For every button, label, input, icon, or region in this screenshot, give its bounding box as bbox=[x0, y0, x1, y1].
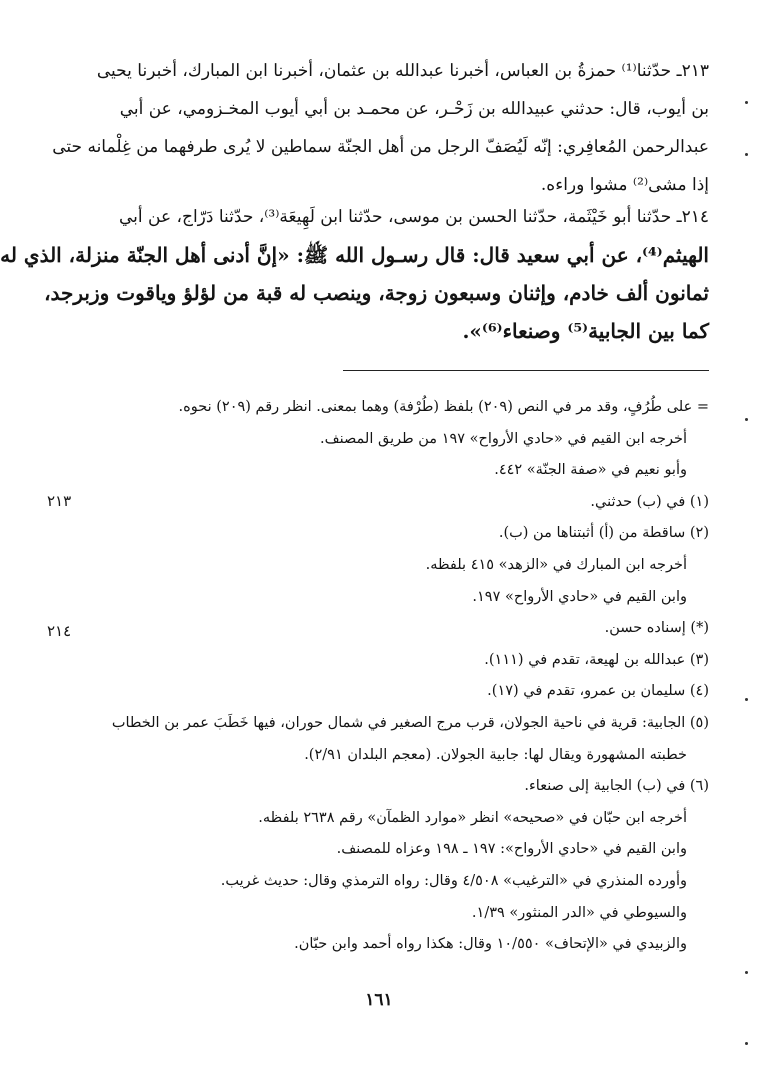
hadith-214-line: الهيثم⁽⁴⁾، عن أبي سعيد قال: قال رسـول الله ﷺ: «إنَّ أدنى أهل الجنّة منزلة، الذي له bbox=[0, 243, 709, 267]
hadith-214-paragraph bbox=[0, 198, 709, 350]
footnote-line: (٤) سليمان بن عمرو، تقدم في (١٧). bbox=[487, 683, 709, 700]
footnote-line: (٥) الجابية: قرية في ناحية الجولان، قرب مرج الصغير في شمال حوران، فيها خَطَبَ عمر بن الخطاب bbox=[111, 714, 709, 731]
hadith-213-line: عبدالرحمن المُعافِري: إنّه لَيُصَفّ الرجل من أهل الجنّة سماطين لا يُرى طرفهما من غِلْمانه حتى bbox=[52, 137, 709, 157]
scan-speck bbox=[745, 153, 748, 156]
scan-speck bbox=[745, 418, 748, 421]
margin-number: ٢١٤ bbox=[47, 622, 72, 640]
footnote-line: وأبو نعيم في «صفة الجنّة» ٤٤٢. bbox=[494, 462, 687, 479]
hadith-214-line: ٢١٤ـ حدّثنا أبو خَيْثَمة، حدّثنا الحسن بن موسى، حدّثنا ابن لَهِيعَة⁽³⁾، حدّثنا دَرّاج، عن أبي bbox=[118, 207, 709, 227]
footnote-line: والسيوطي في «الدر المنثور» ١/٣٩. bbox=[471, 904, 687, 921]
footnote-line: أخرجه ابن القيم في «حادي الأرواح» ١٩٧ من طريق المصنف. bbox=[319, 430, 687, 447]
scan-speck bbox=[745, 971, 748, 974]
margin-number: ٢١٣ bbox=[47, 492, 72, 510]
footnote-line: (٦) في (ب) الجابية إلى صنعاء. bbox=[524, 778, 709, 795]
hadith-214-line: ثمانون ألف خادم، وإثنان وسبعون زوجة، وينصب له قبة من لؤلؤ وياقوت وزبرجد، bbox=[44, 281, 709, 305]
hadith-213-line: بن أيوب، قال: حدثني عبيدالله بن زَحْـر، عن محمـد بن أبي أيوب المخـزومي، عن أبي bbox=[119, 99, 709, 119]
footnotes bbox=[49, 392, 709, 961]
footnote-line: أخرجه ابن حبّان في «صحيحه» انظر «موارد الظمآن» رقم ٢٦٣٨ بلفظه. bbox=[258, 809, 687, 826]
footnote-line: والزبيدي في «الإتحاف» ١٠/٥٥٠ وقال: هكذا رواه أحمد وابن حبّان. bbox=[294, 936, 687, 953]
footnote-line: وابن القيم في «حادي الأرواح» ١٩٧. bbox=[472, 588, 687, 605]
footnote-line: أخرجه ابن المبارك في «الزهد» ٤١٥ بلفظه. bbox=[425, 556, 687, 573]
footnote-line: (١) في (ب) حدثني. bbox=[590, 493, 709, 510]
footnote-line: (٣) عبدالله بن لهيعة، تقدم في (١١١). bbox=[484, 651, 709, 668]
footnote-line: وأورده المنذري في «الترغيب» ٤/٥٠٨ وقال: رواه الترمذي وقال: حديث غريب. bbox=[220, 872, 687, 889]
scan-speck bbox=[745, 1042, 748, 1045]
page-number: ١٦١ bbox=[365, 990, 393, 1010]
hadith-213-line: إذا مشى⁽²⁾ مشوا وراءه. bbox=[540, 175, 709, 195]
scan-speck bbox=[745, 101, 748, 104]
book-page bbox=[1, 0, 757, 1090]
scan-speck bbox=[745, 698, 748, 701]
footnote-separator bbox=[343, 370, 709, 371]
footnote-line: = على طُرُفٍ، وقد مر في النص (٢٠٩) بلفظ (طُرْفة) وهما بمعنى. انظر رقم (٢٠٩) نحوه. bbox=[178, 399, 709, 415]
footnote-line: (*) إسناده حسن. bbox=[604, 620, 709, 637]
footnote-line: وابن القيم في «حادي الأرواح»: ١٩٧ ـ ١٩٨ وعزاه للمصنف. bbox=[336, 841, 687, 858]
hadith-214-line: كما بين الجابية⁽⁵⁾ وصنعاء⁽⁶⁾». bbox=[462, 319, 709, 343]
hadith-213-paragraph bbox=[52, 52, 709, 204]
footnote-line: خطبته المشهورة ويقال لها: جابية الجولان. (معجم البلدان ٢/٩١). bbox=[304, 746, 687, 763]
hadith-213-line: ٢١٣ـ حدّثنا⁽¹⁾ حمزةُ بن العباس، أخبرنا عبدالله بن عثمان، أخبرنا ابن المبارك، أخبرنا يحيى bbox=[96, 61, 709, 81]
footnote-line: (٢) ساقطة من (أ) أثبتناها من (ب). bbox=[498, 525, 709, 542]
